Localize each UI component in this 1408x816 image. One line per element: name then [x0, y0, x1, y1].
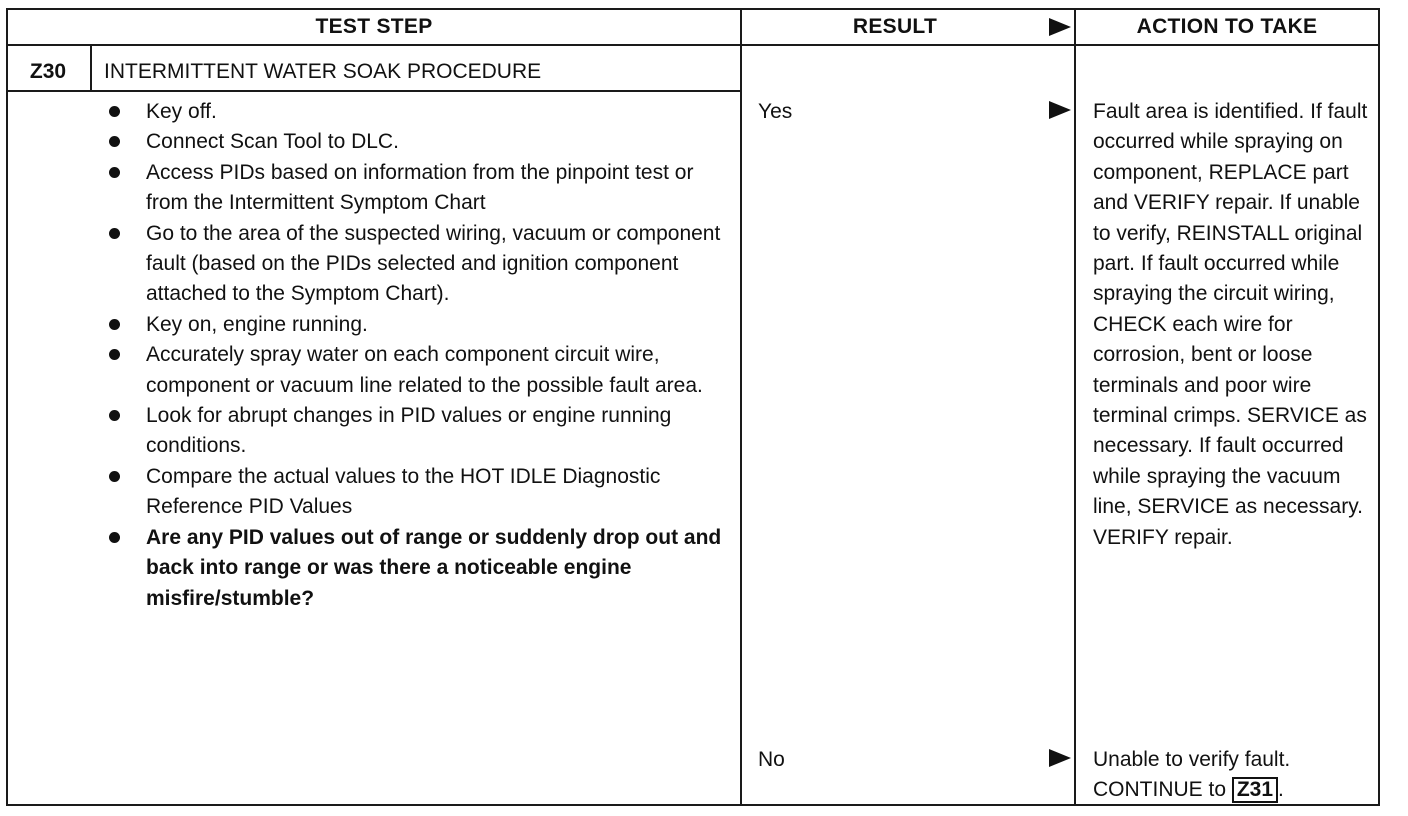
bullet-icon	[109, 106, 120, 117]
bullet-icon	[109, 228, 120, 239]
procedure-question: Are any PID values out of range or suddenly drop out and back into range or was there a noticeable engine misfire/stumble?	[102, 523, 738, 614]
procedure-step: Compare the actual values to the HOT IDLE Diagnostic Reference PID Values	[102, 462, 738, 523]
action-no-text: Unable to verify fault. CONTINUE to	[1093, 748, 1291, 802]
bullet-icon	[109, 410, 120, 421]
procedure-step: Key on, engine running.	[102, 310, 738, 340]
step-title: INTERMITTENT WATER SOAK PROCEDURE	[104, 60, 542, 83]
bullet-icon	[109, 167, 120, 178]
procedure-steps	[102, 97, 738, 614]
action-yes: Fault area is identified. If fault occurred while spraying on component, REPLACE part and VERIFY repair. If unable to verify, REINSTALL original part. If fault occurred while spraying the circuit wiring, CHECK each wire for corrosion, bent or loose terminals and poor wire terminal crimps. SERVICE as necessary. If fault occurred while spraying the vacuum line, SERVICE as necessary. VERIFY repair.	[1093, 100, 1368, 549]
header-action: ACTION TO TAKE	[1136, 15, 1318, 38]
action-no-suffix: .	[1278, 778, 1284, 802]
procedure-step: Connect Scan Tool to DLC.	[102, 127, 738, 157]
step-reference-z31[interactable]: Z31	[1232, 777, 1278, 803]
header-arrow-icon	[1049, 18, 1071, 36]
procedure-step: Key off.	[102, 97, 738, 127]
result-no: No	[758, 748, 785, 771]
action-no	[1093, 745, 1375, 806]
header-result: RESULT	[852, 15, 938, 38]
bullet-icon	[109, 471, 120, 482]
procedure-step: Access PIDs based on information from the pinpoint test or from the Intermittent Symptom Chart	[102, 158, 738, 219]
procedure-step: Look for abrupt changes in PID values or engine running conditions.	[102, 401, 738, 462]
step-id: Z30	[29, 60, 67, 83]
bullet-icon	[109, 319, 120, 330]
step-id-divider	[90, 44, 92, 92]
header-divider	[6, 44, 1380, 46]
procedure-step: Go to the area of the suspected wiring, vacuum or component fault (based on the PIDs selected and ignition component attached to the Symptom Chart).	[102, 219, 738, 310]
action-column-divider	[1074, 8, 1076, 806]
bullet-icon	[109, 136, 120, 147]
bullet-icon	[109, 349, 120, 360]
procedure-step: Accurately spray water on each component circuit wire, component or vacuum line related to the possible fault area.	[102, 340, 738, 401]
bullet-icon	[109, 532, 120, 543]
result-column-divider	[740, 8, 742, 806]
header-test-step: TEST STEP	[315, 15, 433, 38]
no-arrow-icon	[1049, 749, 1071, 767]
yes-arrow-icon	[1049, 101, 1071, 119]
step-title-divider	[6, 90, 742, 92]
result-yes: Yes	[758, 100, 793, 123]
